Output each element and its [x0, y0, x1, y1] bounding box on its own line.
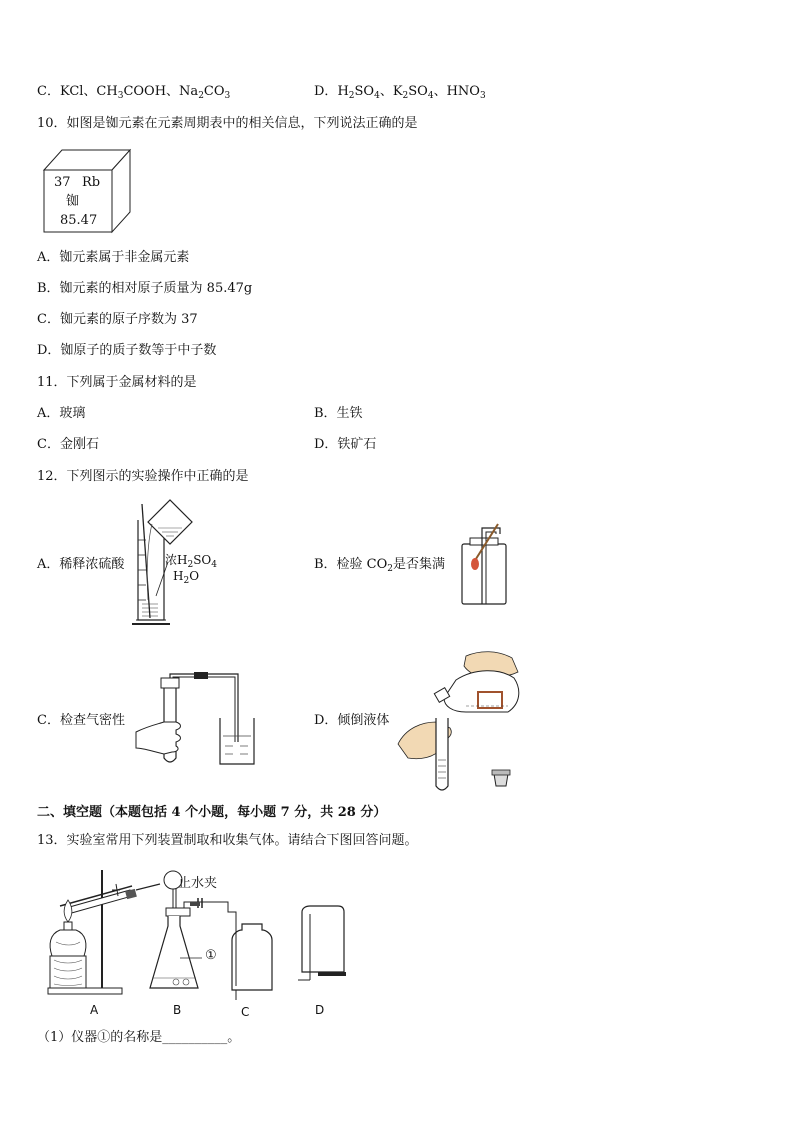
q9-option-d: D．$H_2SO_4$、$K_2SO_4$、$HNO_3$ — [314, 84, 486, 101]
q9-option-c: C．KCl、$CH_3COOH$、$Na_2CO_3$ — [37, 84, 231, 101]
q12-option-d: D．倾倒液体 — [314, 713, 390, 728]
apparatus-b-label: B — [173, 1003, 182, 1017]
element-name: 铷 — [66, 194, 80, 209]
q13-stem: 13．实验室常用下列装置制取和收集气体。请结合下图回答问题。 — [37, 833, 418, 848]
apparatus-c-label: C — [241, 1005, 250, 1019]
pouring-liquid-figure — [396, 648, 526, 798]
q13-sub1: （1）仪器①的名称是__________。 — [37, 1030, 241, 1045]
conc-sulfuric-acid-label: 浓$H_2SO_4$ — [165, 553, 217, 570]
q12-stem: 12．下列图示的实验操作中正确的是 — [37, 469, 249, 484]
element-mass: 85.47 — [60, 213, 98, 228]
clamp-label: 止水夹 — [178, 876, 218, 891]
q12-option-c: C．检查气密性 — [37, 713, 125, 728]
q10-option-a: A．铷元素属于非金属元素 — [37, 250, 190, 265]
element-symbol: Rb — [82, 175, 101, 190]
element-number: 37 — [54, 175, 71, 190]
q11-option-a: A．玻璃 — [37, 406, 86, 421]
answer-blank[interactable]: __________ — [162, 1030, 228, 1045]
apparatus-a-label: A — [90, 1003, 99, 1017]
q10-option-d: D．铷原子的质子数等于中子数 — [37, 343, 217, 358]
q10-stem: 10．如图是铷元素在元素周期表中的相关信息，下列说法正确的是 — [37, 116, 418, 131]
q11-stem: 11．下列属于金属材料的是 — [37, 375, 197, 390]
q10-option-b: B．铷元素的相对原子质量为 85.47g — [37, 281, 253, 296]
airtight-check-figure — [134, 672, 264, 772]
section2-title: 二、填空题（本题包括 4 个小题，每小题 7 分，共 28 分） — [37, 805, 387, 820]
q11-option-b: B．生铁 — [314, 406, 363, 421]
q11-option-d: D．铁矿石 — [314, 437, 377, 452]
q10-option-c: C．铷元素的原子序数为 37 — [37, 312, 198, 327]
q11-option-c: C．金刚石 — [37, 437, 99, 452]
q12-option-b: B．检验 $CO_2$是否集满 — [314, 557, 446, 574]
co2-test-figure — [456, 520, 536, 610]
q12-option-a: A．稀释浓硫酸 — [37, 557, 125, 572]
water-label: $H_2O$ — [173, 569, 200, 586]
instrument-1-marker: ① — [205, 948, 217, 963]
apparatus-d-label: D — [315, 1003, 325, 1017]
